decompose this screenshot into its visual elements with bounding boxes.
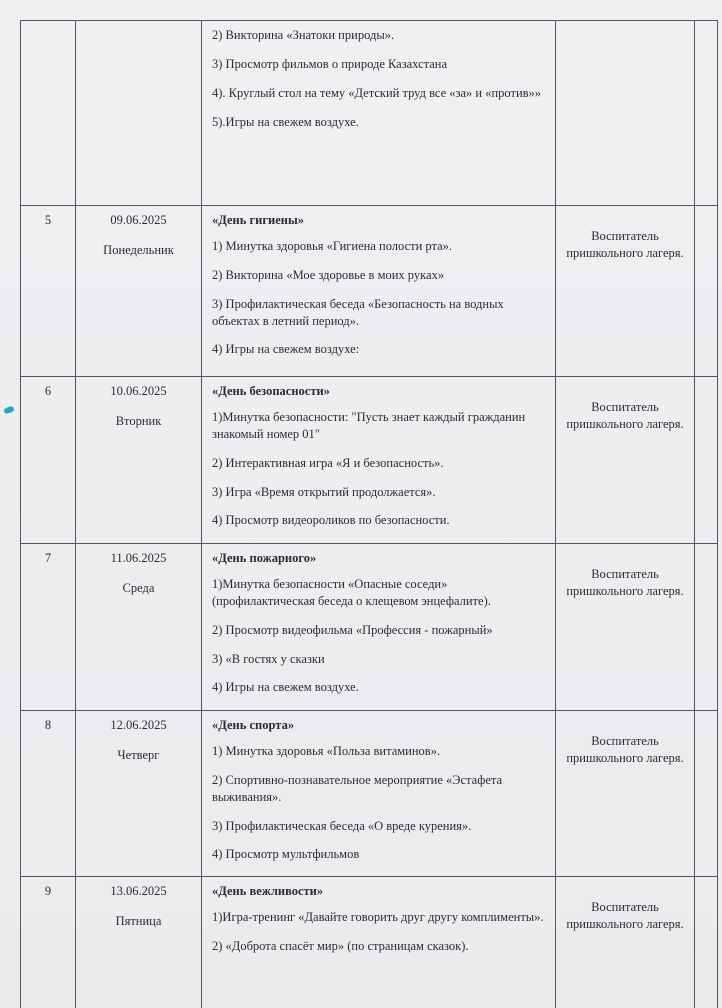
- activity-item: 3) Игра «Время открытий продолжается».: [212, 484, 436, 499]
- date-cell: [76, 877, 202, 1008]
- activities-cell: [202, 544, 556, 711]
- empty-cell: [695, 21, 718, 206]
- date-text: 09.06.2025: [110, 213, 167, 227]
- table-row: [21, 21, 718, 206]
- activity-item: 1)Минутка безопасности: "Пусть знает каждый гражданин знакомый номер 01": [212, 409, 526, 441]
- row-number: 6: [44, 384, 52, 398]
- activity-item: 3) «В гостях у сказки: [212, 651, 325, 666]
- activity-item: 3) Просмотр фильмов о природе Казахстана: [212, 56, 448, 71]
- date-cell: [76, 711, 202, 877]
- weekday-text: Вторник: [115, 413, 162, 428]
- activities-cell: [202, 377, 556, 544]
- row-number: 8: [44, 718, 52, 732]
- date-cell: [76, 544, 202, 711]
- activity-item: 2) Викторина «Знатоки природы».: [212, 28, 395, 42]
- table-row: [21, 544, 718, 711]
- weekday-text: Пятница: [115, 913, 162, 928]
- empty-cell: [695, 544, 718, 711]
- activity-item: 2) «Доброта спасёт мир» (по страницам сказок).: [212, 938, 469, 953]
- day-title: «День безопасности»: [212, 384, 330, 398]
- activity-item: 4). Круглый стол на тему «Детский труд все «за» и «против»»: [212, 85, 542, 100]
- empty-cell: [695, 711, 718, 877]
- activity-item: 4) Игры на свежем воздухе:: [212, 342, 360, 357]
- num-cell: [21, 377, 76, 544]
- table-row: [21, 377, 718, 544]
- num-cell: [21, 21, 76, 206]
- date-text: 10.06.2025: [110, 384, 167, 398]
- row-number: 9: [44, 884, 52, 898]
- activity-item: 2) Просмотр видеофильма «Профессия - пожарный»: [212, 622, 493, 637]
- date-text: 12.06.2025: [110, 718, 167, 732]
- activity-item: 1) Минутка здоровья «Польза витаминов».: [212, 743, 441, 758]
- empty-cell: [695, 377, 718, 544]
- responsible-cell: [556, 544, 695, 711]
- table-row: [21, 711, 718, 877]
- activity-item: 4) Просмотр мультфильмов: [212, 847, 360, 862]
- activities-cell: [202, 21, 556, 206]
- activity-item: 2) Интерактивная игра «Я и безопасность».: [212, 455, 444, 470]
- empty-cell: [695, 206, 718, 377]
- weekday-text: Среда: [122, 580, 155, 595]
- day-title: «День пожарного»: [212, 551, 317, 565]
- num-cell: [21, 206, 76, 377]
- ink-mark: [3, 406, 14, 415]
- date-cell: [76, 377, 202, 544]
- date-text: 13.06.2025: [110, 884, 167, 898]
- num-cell: [21, 877, 76, 1008]
- empty-cell: [695, 877, 718, 1008]
- activity-item: 1) Минутка здоровья «Гигиена полости рта».: [212, 238, 453, 253]
- responsible-text: Воспитатель пришкольного лагеря.: [566, 400, 684, 431]
- activities-cell: [202, 711, 556, 877]
- responsible-cell: [556, 21, 695, 206]
- responsible-text: Воспитатель пришкольного лагеря.: [566, 734, 684, 765]
- responsible-cell: [556, 377, 695, 544]
- activities-cell: [202, 877, 556, 1008]
- responsible-text: Воспитатель пришкольного лагеря.: [566, 229, 684, 260]
- day-title: «День вежливости»: [212, 884, 324, 898]
- activity-item: 3) Профилактическая беседа «Безопасность на водных объектах в летний период».: [212, 296, 504, 328]
- activity-item: 5).Игры на свежем воздухе.: [212, 114, 359, 129]
- activities-cell: [202, 206, 556, 377]
- date-cell: [76, 206, 202, 377]
- activity-item: 2) Спортивно-познавательное мероприятие «Эстафета выживания».: [212, 772, 503, 804]
- responsible-text: Воспитатель пришкольного лагеря.: [566, 900, 684, 931]
- table-row: [21, 206, 718, 377]
- activity-item: 1)Минутка безопасности «Опасные соседи» (профилактическая беседа о клещевом энцефалите).: [212, 576, 491, 608]
- weekday-text: Понедельник: [103, 242, 174, 257]
- day-title: «День гигиены»: [212, 213, 305, 227]
- responsible-cell: [556, 711, 695, 877]
- activity-item: 3) Профилактическая беседа «О вреде курения».: [212, 818, 472, 833]
- weekday-text: Четверг: [117, 747, 160, 762]
- responsible-cell: [556, 206, 695, 377]
- date-cell: [76, 21, 202, 206]
- activity-item: 4) Игры на свежем воздухе.: [212, 680, 359, 695]
- responsible-text: Воспитатель пришкольного лагеря.: [566, 567, 684, 598]
- schedule-table: [20, 20, 718, 1008]
- activity-item: 1)Игра-тренинг «Давайте говорить друг другу комплименты».: [212, 909, 544, 924]
- day-title: «День спорта»: [212, 718, 295, 732]
- responsible-cell: [556, 877, 695, 1008]
- date-text: 11.06.2025: [110, 551, 167, 565]
- table-row: [21, 877, 718, 1008]
- activity-item: 2) Викторина «Мое здоровье в моих руках»: [212, 267, 445, 282]
- row-number: 5: [44, 213, 52, 227]
- num-cell: [21, 711, 76, 877]
- row-number: 7: [44, 551, 52, 565]
- activity-item: 4) Просмотр видеороликов по безопасности.: [212, 513, 450, 528]
- num-cell: [21, 544, 76, 711]
